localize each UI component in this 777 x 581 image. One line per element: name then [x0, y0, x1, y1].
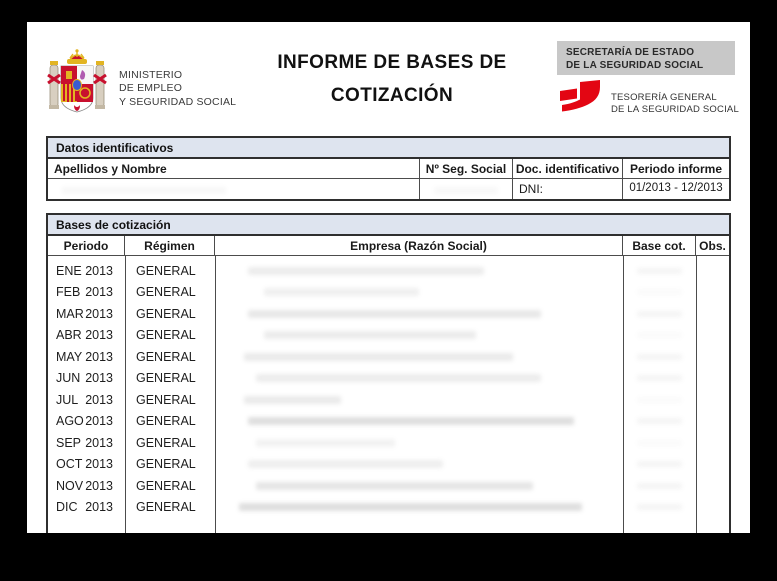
empresa-cell: [215, 374, 623, 382]
col-apellidos-nombre: Apellidos y Nombre: [48, 159, 420, 178]
periodo-cell: [48, 328, 125, 342]
periodo-cell: [48, 500, 125, 514]
col-regimen: Régimen: [125, 236, 215, 255]
year-value: 2013: [85, 435, 113, 450]
secretaria-de-estado-box: [557, 41, 735, 75]
periodo-cell: [48, 414, 125, 428]
redacted-text: [256, 374, 542, 382]
redacted-text: [264, 288, 419, 296]
base-cot-cell: [623, 504, 696, 510]
base-cot-cell: [623, 332, 696, 338]
empresa-cell: [215, 331, 623, 339]
redacted-text: [637, 354, 682, 360]
base-cot-cell: [623, 440, 696, 446]
month-value: SEP: [56, 435, 82, 450]
col-periodo-informe: Periodo informe: [629, 162, 722, 176]
year-value: 2013: [85, 478, 113, 493]
regimen-cell: GENERAL: [136, 435, 196, 450]
periodo-cell: [48, 285, 125, 299]
empresa-cell: [215, 460, 623, 468]
tesoreria-line: TESORERÍA GENERAL: [611, 92, 717, 103]
table-row: [48, 475, 729, 497]
redacted-text: [264, 331, 476, 339]
section-header-bases: Bases de cotización: [48, 215, 729, 236]
regimen-cell: GENERAL: [136, 392, 196, 407]
datos-identificativos-table: [46, 136, 731, 201]
year-value: 2013: [85, 349, 113, 364]
redacted-text: [637, 418, 682, 424]
regimen-cell: GENERAL: [136, 457, 196, 472]
bases-cotizacion-table: [46, 213, 731, 533]
empresa-cell: [215, 503, 623, 511]
redacted-text: [248, 417, 574, 425]
redacted-text: [637, 461, 682, 467]
redacted-text: [637, 440, 682, 446]
tesoreria-name: [611, 92, 739, 117]
ministry-line: DE EMPLEO: [119, 82, 183, 95]
month-value: JUN: [56, 371, 81, 386]
table-row: [48, 303, 729, 325]
month-value: DIC: [56, 500, 78, 515]
doc-identificativo-value: DNI:: [513, 179, 623, 199]
regimen-cell: GENERAL: [136, 414, 196, 429]
col-num-seg-social: Nº Seg. Social: [420, 159, 513, 178]
table-row: [48, 325, 729, 347]
ministry-name: [119, 69, 236, 109]
regimen-cell: GENERAL: [136, 263, 196, 278]
apellidos-nombre-value: [48, 179, 420, 199]
month-value: MAY: [56, 349, 83, 364]
redacted-text: [637, 483, 682, 489]
page-title: [249, 52, 535, 107]
regimen-cell: GENERAL: [136, 306, 196, 321]
column-divider: [215, 256, 216, 533]
datos-data-row: [48, 179, 729, 199]
redacted-text: [244, 353, 513, 361]
year-value: 2013: [85, 328, 113, 343]
empresa-cell: [215, 288, 623, 296]
month-value: FEB: [56, 285, 81, 300]
redacted-text: [637, 332, 682, 338]
base-cot-cell: [623, 461, 696, 467]
year-value: 2013: [85, 414, 113, 429]
month-value: ENE: [56, 263, 82, 278]
month-value: ABR: [56, 328, 82, 343]
redacted-text: [637, 397, 682, 403]
year-value: 2013: [85, 457, 113, 472]
shield: [61, 66, 93, 112]
table-row: [48, 368, 729, 390]
base-cot-cell: [623, 289, 696, 295]
bases-column-headers: [48, 236, 729, 256]
periodo-cell: [48, 371, 125, 385]
regimen-cell: GENERAL: [136, 371, 196, 386]
redacted-text: [434, 187, 498, 194]
redacted-text: [248, 460, 444, 468]
redacted-text: [248, 310, 542, 318]
month-value: OCT: [56, 457, 83, 472]
secretaria-line: SECRETARÍA DE ESTADO: [566, 47, 695, 58]
col-periodo: Periodo: [48, 236, 125, 255]
tesoreria-general-block: [558, 79, 739, 117]
datos-column-headers: [48, 159, 729, 179]
base-cot-cell: [623, 375, 696, 381]
year-value: 2013: [85, 371, 113, 386]
table-row: [48, 282, 729, 304]
regimen-cell: GENERAL: [136, 285, 196, 300]
col-empresa: Empresa (Razón Social): [215, 236, 623, 255]
empresa-cell: [215, 310, 623, 318]
table-row: [48, 346, 729, 368]
empresa-cell: [215, 396, 623, 404]
ministry-line: Y SEGURIDAD SOCIAL: [119, 95, 237, 108]
periodo-cell: [48, 479, 125, 493]
column-divider: [696, 256, 697, 533]
ministry-line: MINISTERIO: [119, 69, 183, 81]
periodo-cell: [48, 457, 125, 471]
num-seg-social-value: [420, 179, 513, 199]
redacted-text: [239, 503, 582, 511]
empresa-cell: [215, 267, 623, 275]
redacted-text: [637, 504, 682, 510]
column-divider: [125, 256, 126, 533]
periodo-cell: [48, 436, 125, 450]
periodo-cell: [48, 307, 125, 321]
month-value: AGO: [56, 414, 84, 429]
empresa-cell: [215, 353, 623, 361]
empresa-cell: [215, 417, 623, 425]
table-row: [48, 411, 729, 433]
base-cot-cell: [623, 418, 696, 424]
redacted-text: [244, 396, 342, 404]
table-row: [48, 497, 729, 519]
col-base-cot: Base cot.: [623, 236, 696, 255]
column-divider: [623, 256, 624, 533]
month-value: NOV: [56, 478, 84, 493]
bases-rows-container: [48, 256, 729, 518]
table-row: [48, 454, 729, 476]
year-value: 2013: [85, 500, 113, 515]
section-header-datos: Datos identificativos: [48, 138, 729, 159]
table-row: [48, 432, 729, 454]
page-title-line1: INFORME DE BASES DE: [277, 52, 507, 73]
bases-table-body: [48, 256, 729, 533]
month-value: MAR: [56, 306, 84, 321]
periodo-cell: [48, 264, 125, 278]
year-value: 2013: [85, 263, 113, 278]
crown: [67, 49, 87, 64]
table-row: [48, 260, 729, 282]
periodo-informe-value: 01/2013 - 12/2013: [629, 182, 723, 194]
empresa-cell: [215, 439, 623, 447]
redacted-text: [637, 268, 682, 274]
document-page: [27, 22, 750, 533]
periodo-cell: [48, 350, 125, 364]
col-obs: Obs.: [699, 239, 726, 253]
month-value: JUL: [56, 392, 79, 407]
regimen-cell: GENERAL: [136, 328, 196, 343]
redacted-text: [637, 289, 682, 295]
page-title-line2: COTIZACIÓN: [330, 85, 454, 106]
col-doc-identificativo: Doc. identificativo: [513, 159, 623, 178]
year-value: 2013: [85, 285, 113, 300]
redacted-text: [256, 439, 395, 447]
regimen-cell: GENERAL: [136, 478, 196, 493]
year-value: 2013: [85, 392, 113, 407]
year-value: 2013: [85, 306, 113, 321]
regimen-cell: GENERAL: [136, 500, 196, 515]
table-row: [48, 389, 729, 411]
base-cot-cell: [623, 397, 696, 403]
regimen-cell: GENERAL: [136, 349, 196, 364]
tgss-logo-icon: [558, 79, 602, 115]
redacted-text: [637, 311, 682, 317]
redacted-text: [256, 482, 533, 490]
base-cot-cell: [623, 268, 696, 274]
tesoreria-line: DE LA SEGURIDAD SOCIAL: [611, 104, 739, 116]
redacted-text: [637, 375, 682, 381]
secretaria-line: DE LA SEGURIDAD SOCIAL: [566, 60, 704, 71]
redacted-text: [62, 187, 226, 194]
base-cot-cell: [623, 483, 696, 489]
base-cot-cell: [623, 311, 696, 317]
periodo-cell: [48, 393, 125, 407]
empresa-cell: [215, 482, 623, 490]
base-cot-cell: [623, 354, 696, 360]
redacted-text: [248, 267, 485, 275]
spain-coat-of-arms-icon: [47, 49, 107, 115]
